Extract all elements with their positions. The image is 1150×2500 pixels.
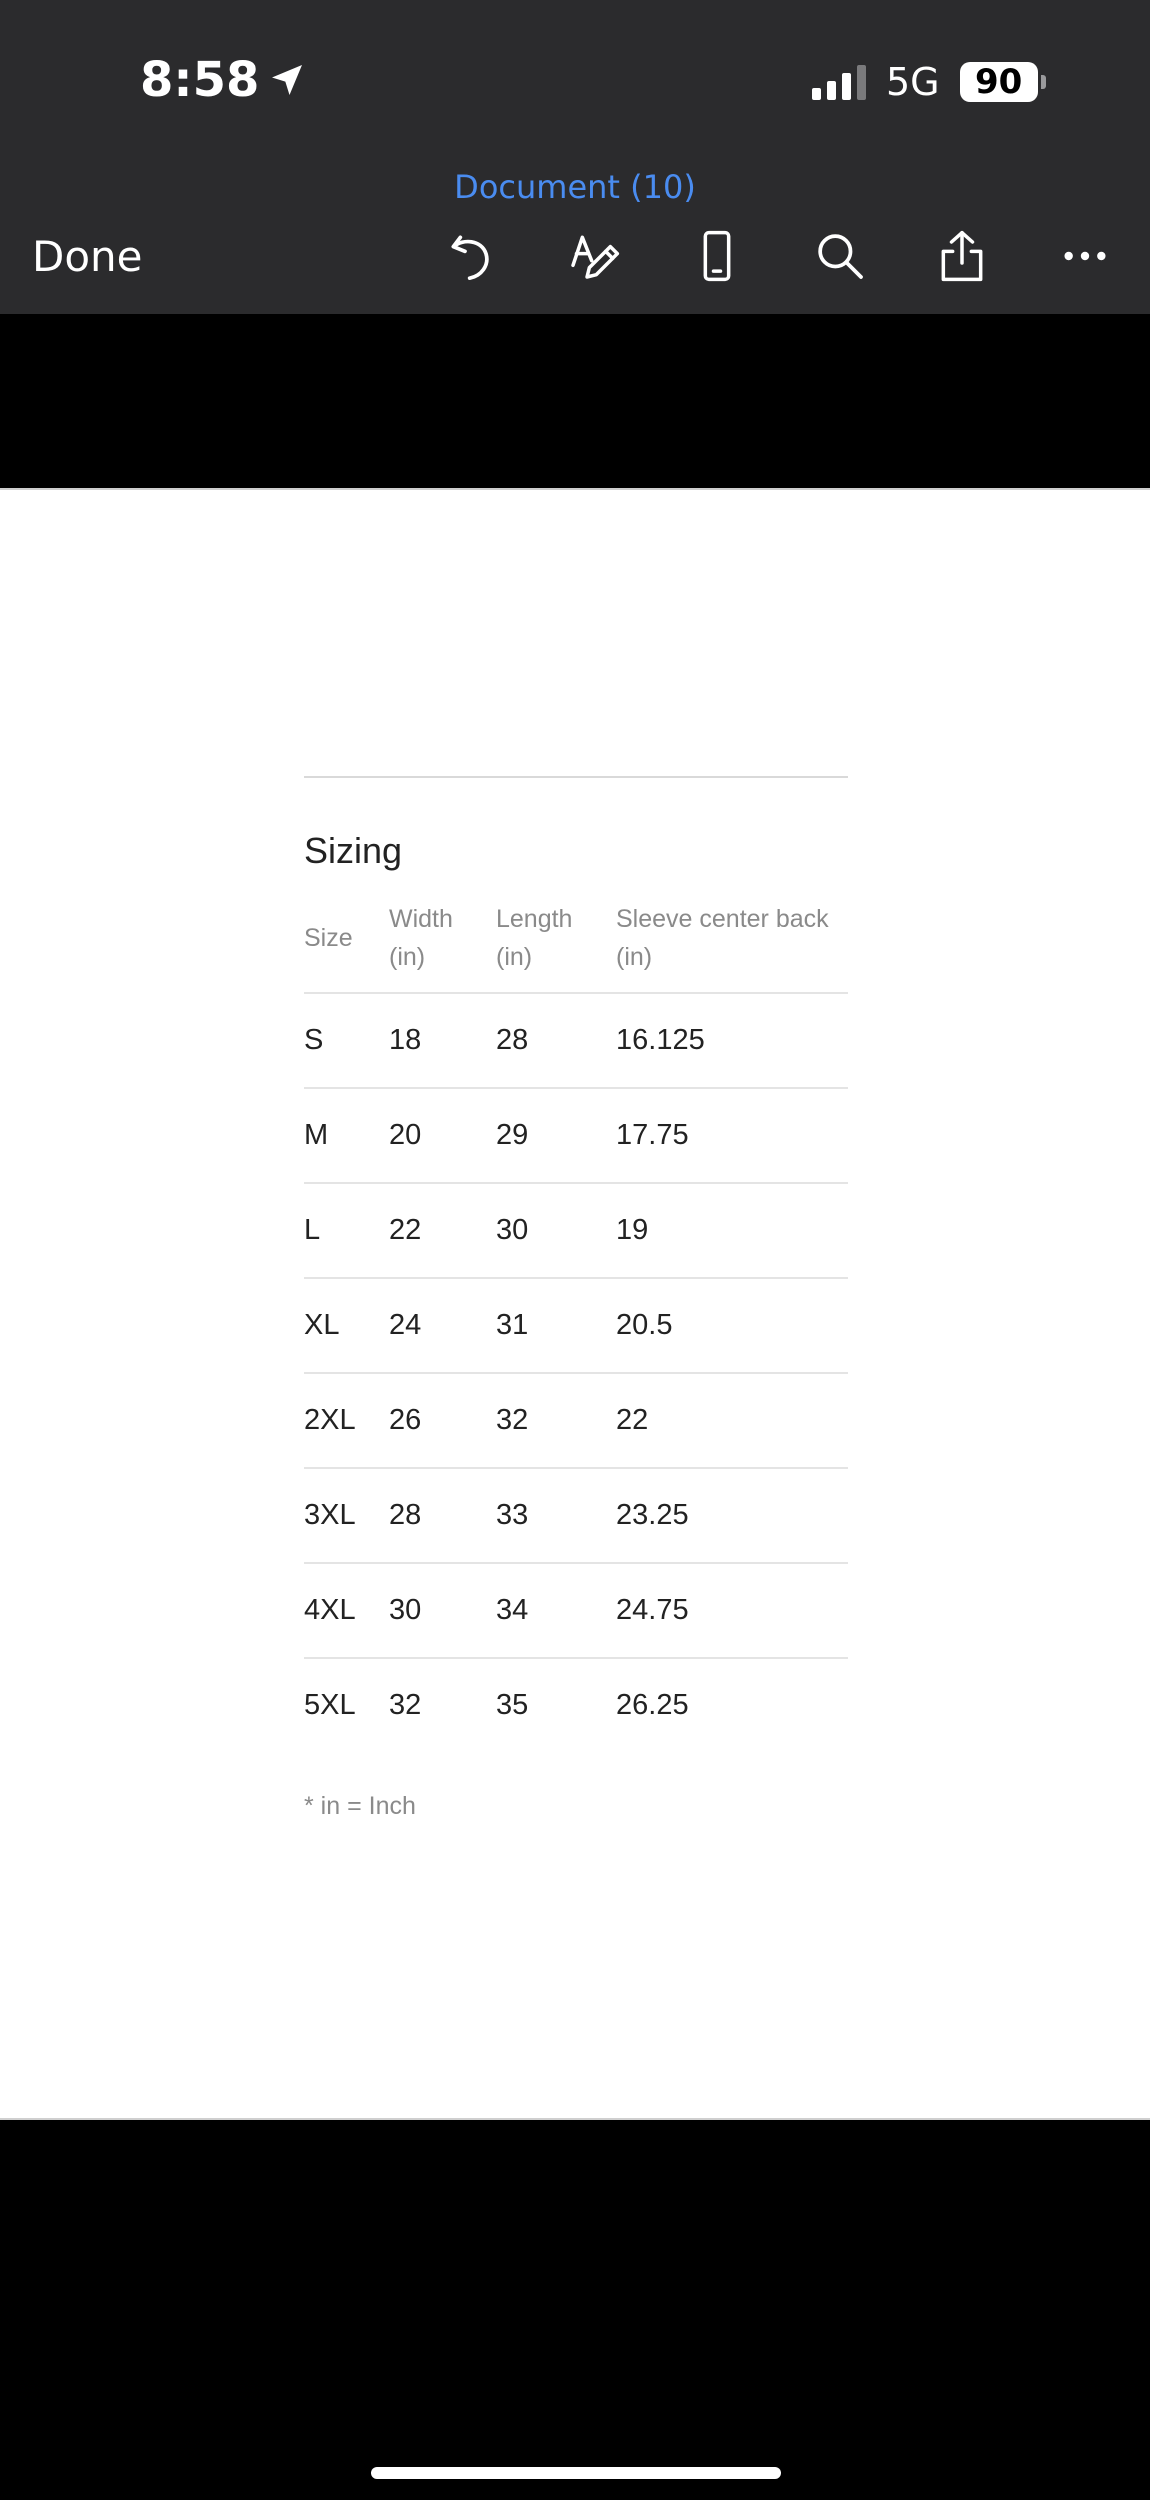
table-row (304, 1088, 848, 1183)
column-header: Size (304, 900, 389, 993)
table-cell: 24.75 (616, 1563, 848, 1658)
status-time-text: 8:58 (140, 52, 260, 108)
battery-level: 90 (960, 62, 1038, 102)
search-icon[interactable] (810, 226, 870, 286)
column-header: Width (in) (389, 900, 496, 993)
undo-icon[interactable] (442, 226, 502, 286)
table-cell: 5XL (304, 1689, 356, 1721)
sizing-table (304, 900, 848, 1752)
table-cell: 22 (616, 1373, 848, 1468)
table-cell: 4XL (304, 1563, 389, 1658)
table-cell: 32 (389, 1689, 422, 1721)
footnote: * in = Inch (304, 1792, 416, 1820)
phone-view-icon[interactable] (687, 226, 747, 286)
table-row (304, 1183, 848, 1278)
table-cell: 24 (389, 1278, 496, 1373)
status-time (140, 52, 307, 108)
table-row (304, 1658, 848, 1752)
table-cell: 26.25 (616, 1689, 689, 1721)
more-icon[interactable] (1055, 226, 1115, 286)
table-cell: 34 (496, 1563, 616, 1658)
cellular-signal-icon (812, 64, 866, 100)
table-cell: XL (304, 1278, 389, 1373)
table-cell: L (304, 1183, 389, 1278)
table-row (304, 1278, 848, 1373)
table-cell: 28 (496, 993, 616, 1088)
table-row (304, 1563, 848, 1658)
table-cell: 30 (389, 1563, 496, 1658)
location-arrow-icon (267, 60, 307, 100)
document-title[interactable]: Document (10) (454, 168, 696, 206)
battery-icon (960, 62, 1046, 102)
table-cell: 17.75 (616, 1088, 848, 1183)
home-indicator[interactable] (371, 2467, 781, 2479)
table-cell: 3XL (304, 1468, 389, 1563)
table-row (304, 1373, 848, 1468)
share-icon[interactable] (932, 226, 992, 286)
table-cell: 23.25 (616, 1468, 848, 1563)
table-cell: 28 (389, 1468, 496, 1563)
markup-pen-icon[interactable] (564, 226, 624, 286)
column-header: Sleeve center back (in) (616, 900, 848, 993)
table-cell: S (304, 993, 389, 1088)
table-cell: 2XL (304, 1373, 389, 1468)
table-header-row (304, 900, 848, 993)
table-row (304, 993, 848, 1088)
top-bar (0, 0, 1150, 314)
table-cell: 30 (496, 1183, 616, 1278)
table-cell: 33 (496, 1468, 616, 1563)
divider (304, 776, 848, 778)
status-indicators (812, 60, 1046, 104)
table-row (304, 1468, 848, 1563)
table-cell: 22 (389, 1183, 496, 1278)
table-cell: M (304, 1088, 389, 1183)
table-cell: 16.125 (616, 993, 848, 1088)
done-button[interactable]: Done (32, 232, 143, 281)
table-cell: 18 (389, 993, 496, 1088)
document-page (0, 488, 1150, 2120)
table-cell: 20 (389, 1088, 496, 1183)
table-cell: 32 (496, 1373, 616, 1468)
section-title: Sizing (304, 830, 403, 871)
column-header: Length (in) (496, 900, 616, 993)
table-cell: 20.5 (616, 1278, 848, 1373)
table-cell: 29 (496, 1088, 616, 1183)
table-cell: 19 (616, 1183, 848, 1278)
table-cell: 31 (496, 1278, 616, 1373)
table-cell: 26 (389, 1373, 496, 1468)
network-type: 5G (886, 60, 940, 104)
table-cell: 35 (496, 1689, 529, 1721)
document-content (304, 776, 848, 1821)
